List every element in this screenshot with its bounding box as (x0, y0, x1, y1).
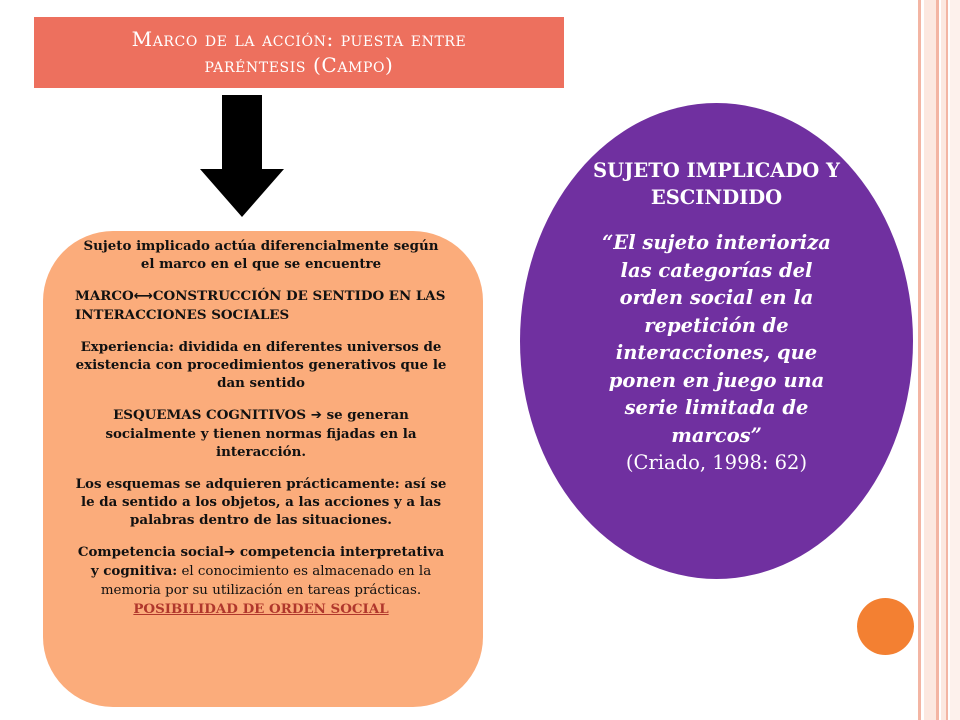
decor-stripe (924, 0, 936, 720)
decor-stripe (936, 0, 939, 720)
decor-stripe (950, 0, 960, 720)
ellipse-citation: (Criado, 1998: 62) (625, 451, 808, 474)
slide-title-line2: paréntesis (Campo) (204, 53, 394, 77)
decor-circle (857, 598, 914, 655)
box-paragraph-3: Experiencia: dividida en diferentes universos de existencia con procedimientos generativos que le dan sentido (75, 339, 447, 391)
slide-title (34, 17, 564, 88)
ellipse-quote: “El sujeto interioriza las categorías del orden social en la repetición de interacciones, que ponen en juego una serie limitada de marcos” (602, 231, 831, 447)
right-arrow-icon: ➔ (223, 545, 236, 560)
box-paragraph-2: MARCO⟷CONSTRUCCIÓN DE SENTIDO EN LAS INTERACCIONES SOCIALES (75, 288, 446, 323)
box-paragraph-6: Competencia social➔ competencia interpretativa y cognitiva: el conocimiento es almacenado en la memoria por su utilización en tareas prácticas. POSIBILIDAD DE ORDEN SOCIAL (77, 544, 445, 617)
orden-social-emphasis: POSIBILIDAD DE ORDEN SOCIAL (133, 601, 389, 617)
box-paragraph-4: ESQUEMAS COGNITIVOS ➔ se generan socialmente y tienen normas fijadas en la interacción. (105, 407, 417, 460)
box-paragraph-1: Sujeto implicado actúa diferencialmente según el marco en el que se encuentre (83, 238, 439, 272)
double-arrow-icon: ⟷ (133, 289, 153, 304)
box-paragraph-5: Los esquemas se adquieren prácticamente: así se le da sentido a los objetos, a las acciones y a las palabras dentro de las situaciones. (75, 476, 447, 528)
decor-stripe (946, 0, 948, 720)
arrow-down-icon (200, 95, 284, 217)
ellipse-title: SUJETO IMPLICADO Y ESCINDIDO (593, 159, 840, 209)
concept-box (43, 231, 483, 707)
slide-title-line1: Marco de la acción: puesta entre (131, 27, 467, 51)
right-arrow-icon: ➔ (310, 408, 322, 423)
decor-stripe (918, 0, 921, 720)
quote-ellipse (520, 103, 913, 579)
